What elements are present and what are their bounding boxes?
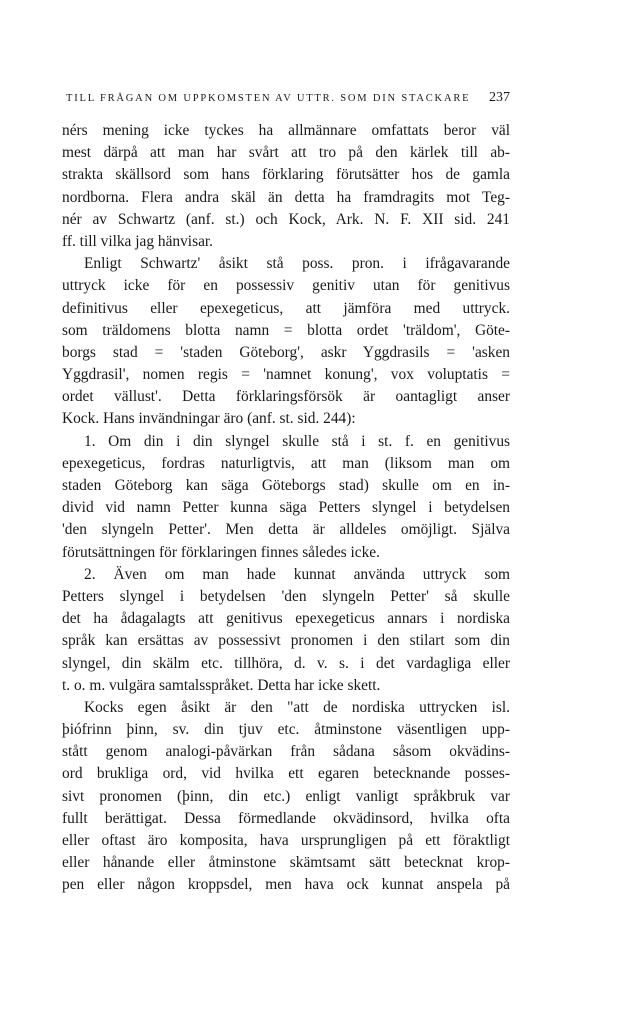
text-line: fullt berättigat. Dessa förmedlande okvädinsord, hvilka ofta — [62, 809, 510, 827]
body-text — [62, 120, 510, 897]
text-line: uttryck icke för en possessiv genitiv utan för genitivus — [62, 277, 510, 295]
running-title: TILL FRÅGAN OM UPPKOMSTEN AV UTTR. SOM DIN STACKARE — [66, 93, 471, 104]
text-line: nérs mening icke tyckes ha allmännare omfattats beror väl — [62, 122, 510, 139]
text-line: borgs stad = 'staden Göteborg', askr Yggdrasils = 'asken — [62, 343, 510, 361]
text-line: þiófrinn þinn, sv. din tjuv etc. åtminstone väsentligen upp- — [62, 721, 510, 739]
text-line: eller oftast äro komposita, hava ursprungligen på ett föraktligt — [62, 832, 510, 849]
text-line: ordet vällust'. Detta förklaringsförsök är oantagligt anser — [62, 388, 510, 406]
text-line: sivt pronomen (þinn, din etc.) enligt vanligt språkbruk var — [62, 787, 510, 805]
text-line: strakta skällsord som hans förklaring förutsätter hos de gamla — [62, 166, 510, 184]
text-line: Enligt Schwartz' åsikt stå poss. pron. i ifrågavarande — [84, 255, 510, 273]
text-line: 1. Om din i din slyngel skulle stå i st. f. en genitivus — [84, 432, 510, 450]
page-header — [66, 90, 510, 106]
text-line: Kocks egen åsikt är den "att de nordiska uttrycken isl. — [84, 698, 510, 716]
text-line: divid vid namn Petter kunna säga Petters slyngel i betydelsen — [62, 499, 510, 517]
text-line: språk kan ersättas av possessivt pronomen i den stilart som din — [62, 632, 510, 650]
text-line: 2. Även om man hade kunnat använda uttryck som — [84, 565, 510, 583]
text-line: Yggdrasil', nomen regis = 'namnet konung', vox voluptatis = — [62, 366, 510, 384]
text-line: epexegeticus, fordras naturligtvis, att man (liksom man om — [62, 454, 510, 472]
text-line: staden Göteborg kan säga Göteborgs stad) skulle om en in- — [62, 477, 510, 494]
text-line: ord brukliga ord, vid hvilka ett egaren betecknande posses- — [62, 765, 510, 783]
text-line: slyngel, din skälm etc. tillhöra, d. v. s. i det vardagliga eller — [62, 654, 510, 672]
text-line: 'den slyngeln Petter'. Men detta är alldeles omöjligt. Själva — [62, 521, 510, 539]
text-line: definitivus eller epexegeticus, att jämföra med uttryck. — [62, 299, 510, 317]
page-number: 237 — [489, 90, 510, 105]
text-line: pen eller någon kroppsdel, men hava ock kunnat anspela på — [62, 876, 510, 894]
text-line: det ha ådagalagts att genitivus epexegeticus annars i nordiska — [62, 610, 510, 628]
text-line: Kock. Hans invändningar äro (anf. st. sid. 244): — [62, 410, 356, 428]
text-line: som träldomens blotta namn = blotta ordet 'träldom', Göte- — [62, 321, 510, 339]
text-line: ff. till vilka jag hänvisar. — [62, 232, 214, 250]
text-line: förutsättningen för förklaringen finnes således icke. — [62, 543, 380, 561]
text-line: mest därpå att man har svårt att tro på den kärlek till ab- — [62, 144, 510, 162]
text-line: stått genom analogi-påvärkan från sådana såsom okvädins- — [62, 743, 510, 761]
text-line: Petters slyngel i betydelsen 'den slyngeln Petter' så skulle — [62, 587, 510, 605]
text-line: nér av Schwartz (anf. st.) och Kock, Ark. N. F. XII sid. 241 — [62, 210, 510, 228]
text-line: eller hånande eller åtminstone skämtsamt sätt betecknat krop- — [62, 854, 510, 872]
text-line: nordborna. Flera andra skäl än detta ha framdragits mot Teg- — [62, 188, 510, 206]
text-line: t. o. m. vulgära samtalsspråket. Detta har icke skett. — [62, 676, 381, 694]
